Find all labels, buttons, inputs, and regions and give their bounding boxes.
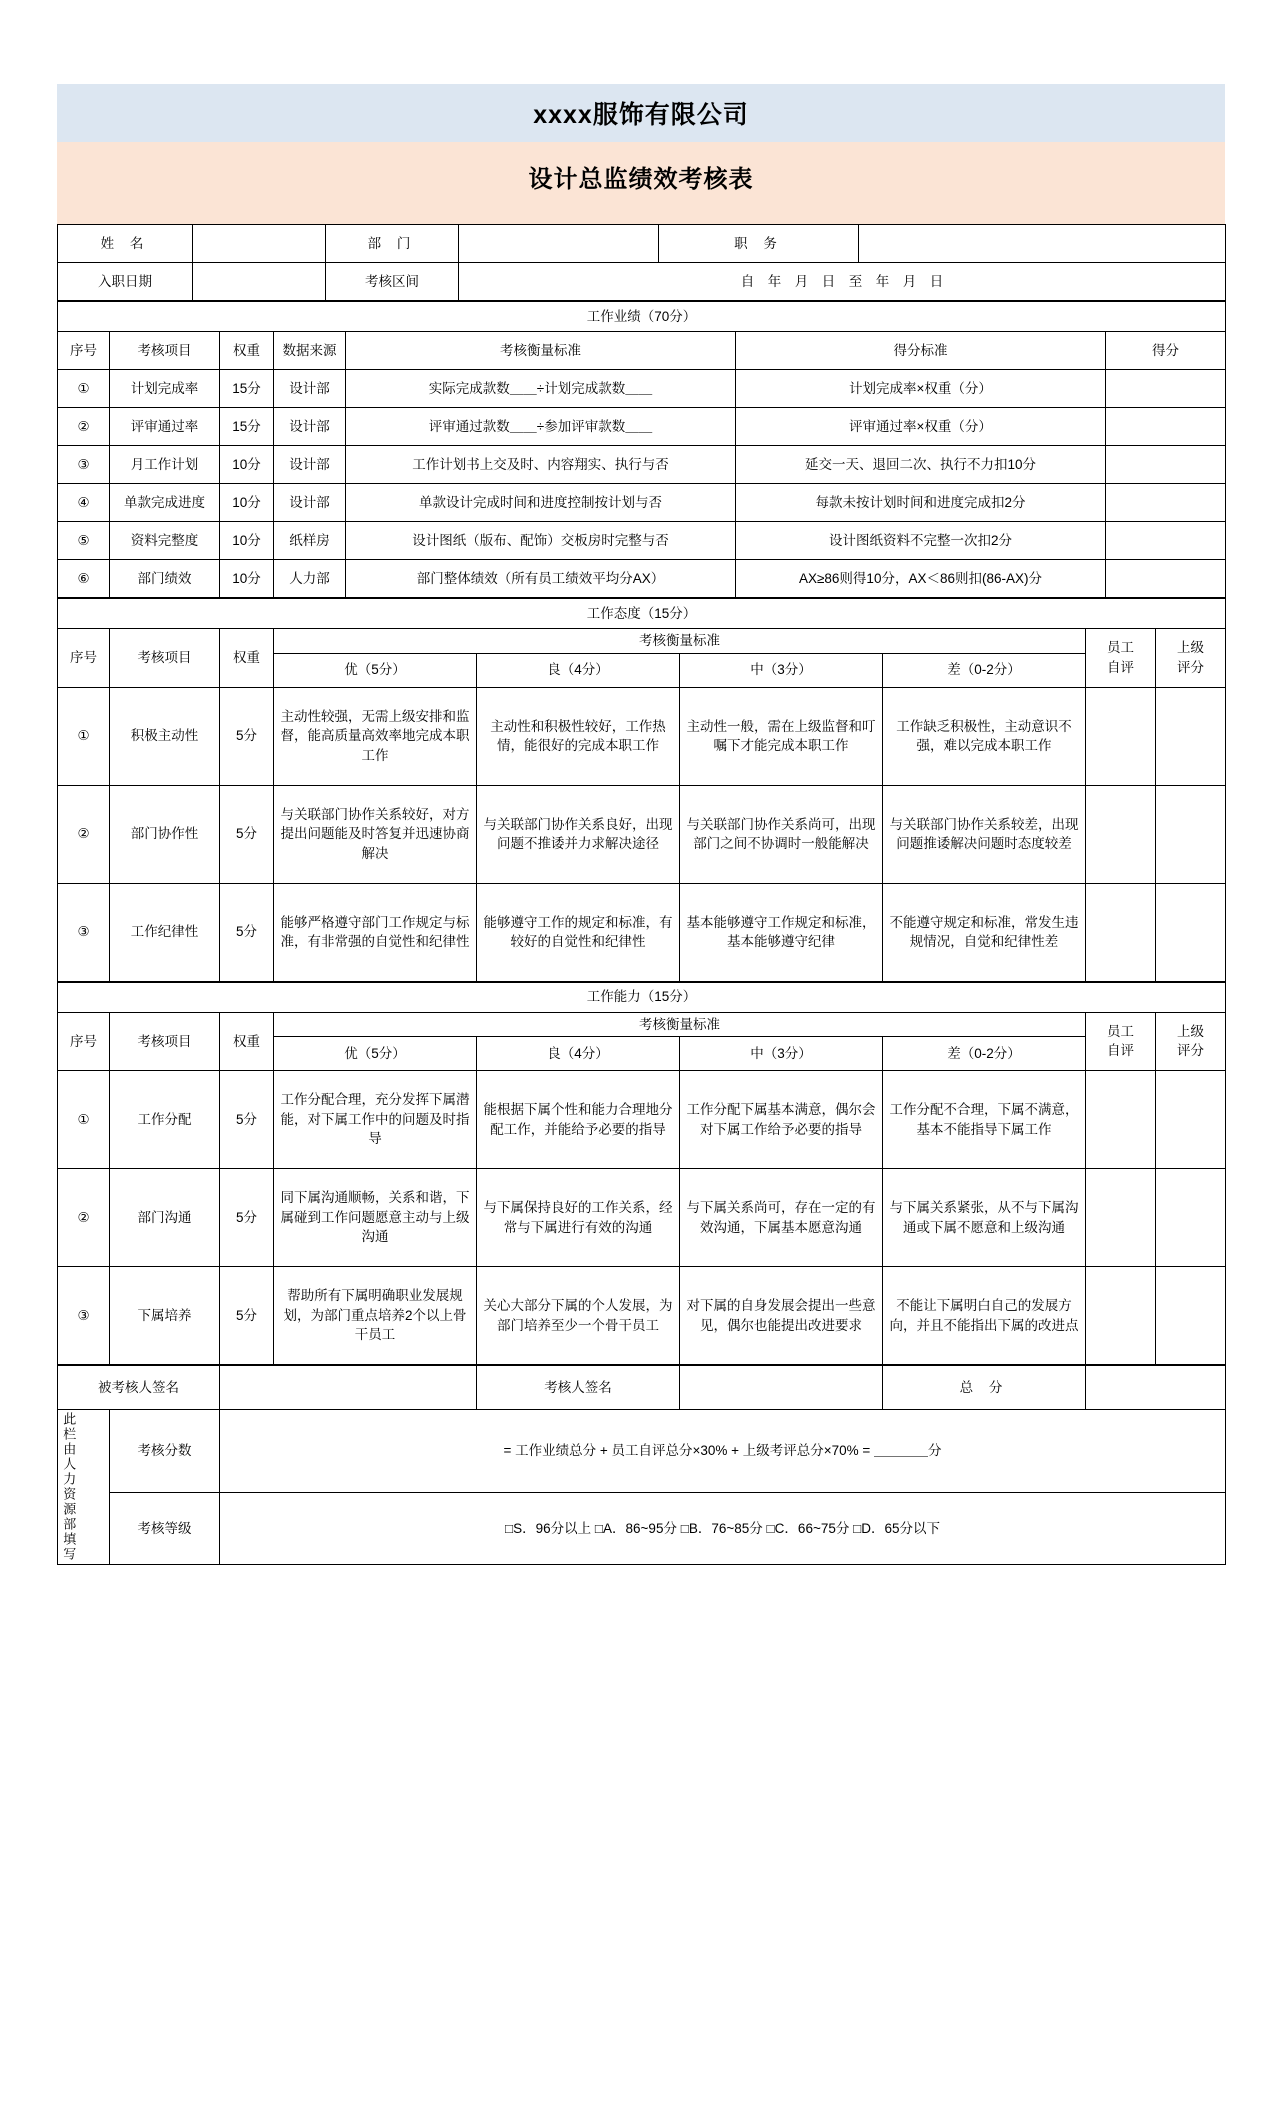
assessee-signature-input[interactable] bbox=[220, 1366, 477, 1410]
total-score-label: 总 分 bbox=[883, 1366, 1086, 1410]
col-supervisor-score: 上级 评分 bbox=[1156, 629, 1226, 688]
col-score-rule: 得分标准 bbox=[736, 332, 1106, 370]
position-input[interactable] bbox=[859, 225, 1226, 263]
col-source: 数据来源 bbox=[274, 332, 346, 370]
row-no: ① bbox=[58, 687, 110, 785]
row-score-rule: 评审通过率×权重（分） bbox=[736, 408, 1106, 446]
table-row bbox=[58, 408, 1226, 446]
row-no: ① bbox=[58, 1071, 110, 1169]
row-standard: 单款设计完成时间和进度控制按计划与否 bbox=[346, 484, 736, 522]
form-title: 设计总监绩效考核表 bbox=[528, 166, 754, 193]
row-source: 纸样房 bbox=[274, 522, 346, 560]
row-self-score-input[interactable] bbox=[1086, 883, 1156, 981]
row-fair: 与关联部门协作关系尚可，出现部门之间不协调时一般能解决 bbox=[680, 785, 883, 883]
col-no: 序号 bbox=[58, 1012, 110, 1071]
col-standard: 考核衡量标准 bbox=[274, 629, 1086, 654]
table-row bbox=[58, 1267, 1226, 1365]
row-excellent: 同下属沟通顺畅，关系和谐，下属碰到工作问题愿意主动与上级沟通 bbox=[274, 1169, 477, 1267]
grade-row bbox=[58, 1493, 1226, 1565]
row-weight: 5分 bbox=[220, 883, 274, 981]
assessor-signature-input[interactable] bbox=[680, 1366, 883, 1410]
assessor-signature-label: 考核人签名 bbox=[477, 1366, 680, 1410]
row-weight: 15分 bbox=[220, 370, 274, 408]
level-excellent: 优（5分） bbox=[274, 1037, 477, 1071]
row-no: ① bbox=[58, 370, 110, 408]
row-good: 与关联部门协作关系良好，出现问题不推诿并力求解决途径 bbox=[477, 785, 680, 883]
company-name-banner bbox=[57, 84, 1225, 142]
row-item: 部门绩效 bbox=[110, 560, 220, 598]
row-good: 能根据下属个性和能力合理地分配工作，并能给予必要的指导 bbox=[477, 1071, 680, 1169]
row-supervisor-score-input[interactable] bbox=[1156, 1267, 1226, 1365]
row-score-input[interactable] bbox=[1106, 408, 1226, 446]
row-self-score-input[interactable] bbox=[1086, 1169, 1156, 1267]
form-sheet bbox=[57, 84, 1225, 1565]
level-good: 良（4分） bbox=[477, 1037, 680, 1071]
hire-date-input[interactable] bbox=[193, 263, 326, 301]
work-performance-table bbox=[57, 301, 1226, 598]
position-label: 职 务 bbox=[659, 225, 859, 263]
row-excellent: 主动性较强，无需上级安排和监督，能高质量高效率地完成本职工作 bbox=[274, 687, 477, 785]
col-self-score: 员工 自评 bbox=[1086, 1012, 1156, 1071]
total-score-input[interactable] bbox=[1086, 1366, 1226, 1410]
table-row bbox=[58, 263, 1226, 301]
row-good: 能够遵守工作的规定和标准，有较好的自觉性和纪律性 bbox=[477, 883, 680, 981]
row-no: ② bbox=[58, 785, 110, 883]
row-item: 部门协作性 bbox=[110, 785, 220, 883]
row-weight: 5分 bbox=[220, 687, 274, 785]
row-item: 工作纪律性 bbox=[110, 883, 220, 981]
section-title-attitude: 工作态度（15分） bbox=[58, 599, 1226, 629]
row-standard: 部门整体绩效（所有员工绩效平均分AX） bbox=[346, 560, 736, 598]
section-header-attitude bbox=[58, 599, 1226, 629]
row-poor: 不能遵守规定和标准，常发生违规情况，自觉和纪律性差 bbox=[883, 883, 1086, 981]
row-standard: 工作计划书上交及时、内容翔实、执行与否 bbox=[346, 446, 736, 484]
row-weight: 5分 bbox=[220, 785, 274, 883]
work-ability-table bbox=[57, 982, 1226, 1366]
department-label: 部 门 bbox=[326, 225, 459, 263]
row-score-input[interactable] bbox=[1106, 484, 1226, 522]
section-title-performance: 工作业绩（70分） bbox=[58, 302, 1226, 332]
table-header-row bbox=[58, 1012, 1226, 1037]
row-item: 单款完成进度 bbox=[110, 484, 220, 522]
row-item: 工作分配 bbox=[110, 1071, 220, 1169]
row-source: 设计部 bbox=[274, 484, 346, 522]
section-header-performance bbox=[58, 302, 1226, 332]
col-self-score: 员工 自评 bbox=[1086, 629, 1156, 688]
table-row bbox=[58, 446, 1226, 484]
row-supervisor-score-input[interactable] bbox=[1156, 883, 1226, 981]
row-item: 下属培养 bbox=[110, 1267, 220, 1365]
row-weight: 10分 bbox=[220, 484, 274, 522]
grade-options[interactable]: □S．96分以上 □A．86~95分 □B．76~85分 □C．66~75分 □D．65分以下 bbox=[220, 1493, 1226, 1565]
row-fair: 工作分配下属基本满意，偶尔会对下属工作给予必要的指导 bbox=[680, 1071, 883, 1169]
table-row bbox=[58, 484, 1226, 522]
work-attitude-table bbox=[57, 598, 1226, 982]
assessee-signature-label: 被考核人签名 bbox=[58, 1366, 220, 1410]
col-item: 考核项目 bbox=[110, 1012, 220, 1071]
row-score-rule: AX≥86则得10分，AX＜86则扣(86-AX)分 bbox=[736, 560, 1106, 598]
section-title-ability: 工作能力（15分） bbox=[58, 982, 1226, 1012]
col-item: 考核项目 bbox=[110, 332, 220, 370]
score-formula-row bbox=[58, 1410, 1226, 1493]
row-poor: 不能让下属明白自己的发展方向，并且不能指出下属的改进点 bbox=[883, 1267, 1086, 1365]
table-row bbox=[58, 785, 1226, 883]
grade-label: 考核等级 bbox=[110, 1493, 220, 1565]
row-no: ② bbox=[58, 408, 110, 446]
row-weight: 10分 bbox=[220, 560, 274, 598]
level-fair: 中（3分） bbox=[680, 1037, 883, 1071]
row-no: ⑤ bbox=[58, 522, 110, 560]
table-row bbox=[58, 560, 1226, 598]
row-score-input[interactable] bbox=[1106, 522, 1226, 560]
row-self-score-input[interactable] bbox=[1086, 1071, 1156, 1169]
footer-table bbox=[57, 1365, 1226, 1565]
level-poor: 差（0-2分） bbox=[883, 1037, 1086, 1071]
row-weight: 5分 bbox=[220, 1169, 274, 1267]
row-excellent: 能够严格遵守部门工作规定与标准，有非常强的自觉性和纪律性 bbox=[274, 883, 477, 981]
table-row bbox=[58, 370, 1226, 408]
row-no: ③ bbox=[58, 883, 110, 981]
row-standard: 设计图纸（版布、配饰）交板房时完整与否 bbox=[346, 522, 736, 560]
row-supervisor-score-input[interactable] bbox=[1156, 1071, 1226, 1169]
row-item: 计划完成率 bbox=[110, 370, 220, 408]
col-item: 考核项目 bbox=[110, 629, 220, 688]
col-weight: 权重 bbox=[220, 332, 274, 370]
col-supervisor-score: 上级 评分 bbox=[1156, 1012, 1226, 1071]
row-item: 资料完整度 bbox=[110, 522, 220, 560]
table-row bbox=[58, 225, 1226, 263]
review-period-input[interactable]: 自 年 月 日 至 年 月 日 bbox=[459, 263, 1226, 301]
row-weight: 5分 bbox=[220, 1071, 274, 1169]
level-excellent: 优（5分） bbox=[274, 653, 477, 687]
row-excellent: 与关联部门协作关系较好，对方提出问题能及时答复并迅速协商解决 bbox=[274, 785, 477, 883]
table-row bbox=[58, 522, 1226, 560]
table-header-row bbox=[58, 629, 1226, 654]
name-input[interactable] bbox=[193, 225, 326, 263]
level-fair: 中（3分） bbox=[680, 653, 883, 687]
row-score-rule: 每款未按计划时间和进度完成扣2分 bbox=[736, 484, 1106, 522]
row-item: 部门沟通 bbox=[110, 1169, 220, 1267]
row-standard: 评审通过款数＿＿÷参加评审款数＿＿ bbox=[346, 408, 736, 446]
department-input[interactable] bbox=[459, 225, 659, 263]
row-poor: 与下属关系紧张，从不与下属沟通或下属不愿意和上级沟通 bbox=[883, 1169, 1086, 1267]
row-weight: 15分 bbox=[220, 408, 274, 446]
row-poor: 工作分配不合理，下属不满意，基本不能指导下属工作 bbox=[883, 1071, 1086, 1169]
row-excellent: 帮助所有下属明确职业发展规划，为部门重点培养2个以上骨干员工 bbox=[274, 1267, 477, 1365]
row-fair: 基本能够遵守工作规定和标准，基本能够遵守纪律 bbox=[680, 883, 883, 981]
row-self-score-input[interactable] bbox=[1086, 785, 1156, 883]
row-source: 设计部 bbox=[274, 408, 346, 446]
col-score: 得分 bbox=[1106, 332, 1226, 370]
col-weight: 权重 bbox=[220, 1012, 274, 1071]
employee-info-table bbox=[57, 224, 1226, 301]
company-name: xxxx服饰有限公司 bbox=[533, 101, 749, 129]
table-row bbox=[58, 1169, 1226, 1267]
level-good: 良（4分） bbox=[477, 653, 680, 687]
col-standard: 考核衡量标准 bbox=[274, 1012, 1086, 1037]
row-weight: 10分 bbox=[220, 446, 274, 484]
level-poor: 差（0-2分） bbox=[883, 653, 1086, 687]
form-title-banner bbox=[57, 142, 1225, 224]
row-excellent: 工作分配合理，充分发挥下属潜能，对下属工作中的问题及时指导 bbox=[274, 1071, 477, 1169]
row-supervisor-score-input[interactable] bbox=[1156, 687, 1226, 785]
section-header-ability bbox=[58, 982, 1226, 1012]
row-self-score-input[interactable] bbox=[1086, 687, 1156, 785]
col-no: 序号 bbox=[58, 629, 110, 688]
row-no: ④ bbox=[58, 484, 110, 522]
row-fair: 主动性一般，需在上级监督和叮嘱下才能完成本职工作 bbox=[680, 687, 883, 785]
hire-date-label: 入职日期 bbox=[58, 263, 193, 301]
col-no: 序号 bbox=[58, 332, 110, 370]
row-source: 设计部 bbox=[274, 370, 346, 408]
row-weight: 10分 bbox=[220, 522, 274, 560]
row-fair: 与下属关系尚可，存在一定的有效沟通，下属基本愿意沟通 bbox=[680, 1169, 883, 1267]
row-score-input[interactable] bbox=[1106, 370, 1226, 408]
table-row bbox=[58, 883, 1226, 981]
row-weight: 5分 bbox=[220, 1267, 274, 1365]
name-label: 姓 名 bbox=[58, 225, 193, 263]
row-poor: 工作缺乏积极性，主动意识不强，难以完成本职工作 bbox=[883, 687, 1086, 785]
row-standard: 实际完成款数＿＿÷计划完成款数＿＿ bbox=[346, 370, 736, 408]
row-good: 主动性和积极性较好，工作热情，能很好的完成本职工作 bbox=[477, 687, 680, 785]
col-standard: 考核衡量标准 bbox=[346, 332, 736, 370]
row-good: 关心大部分下属的个人发展，为部门培养至少一个骨干员工 bbox=[477, 1267, 680, 1365]
signature-row bbox=[58, 1366, 1226, 1410]
row-no: ② bbox=[58, 1169, 110, 1267]
row-score-rule: 设计图纸资料不完整一次扣2分 bbox=[736, 522, 1106, 560]
row-score-input[interactable] bbox=[1106, 446, 1226, 484]
row-supervisor-score-input[interactable] bbox=[1156, 1169, 1226, 1267]
row-supervisor-score-input[interactable] bbox=[1156, 785, 1226, 883]
col-weight: 权重 bbox=[220, 629, 274, 688]
row-no: ⑥ bbox=[58, 560, 110, 598]
hr-section-vertical-label: 此栏由人力资源部填写 bbox=[58, 1410, 110, 1565]
row-poor: 与关联部门协作关系较差，出现问题推诿解决问题时态度较差 bbox=[883, 785, 1086, 883]
row-source: 设计部 bbox=[274, 446, 346, 484]
review-period-label: 考核区间 bbox=[326, 263, 459, 301]
row-item: 积极主动性 bbox=[110, 687, 220, 785]
row-no: ③ bbox=[58, 1267, 110, 1365]
row-fair: 对下属的自身发展会提出一些意见，偶尔也能提出改进要求 bbox=[680, 1267, 883, 1365]
row-no: ③ bbox=[58, 446, 110, 484]
table-row bbox=[58, 1071, 1226, 1169]
row-self-score-input[interactable] bbox=[1086, 1267, 1156, 1365]
row-item: 月工作计划 bbox=[110, 446, 220, 484]
table-row bbox=[58, 687, 1226, 785]
table-header-row bbox=[58, 332, 1226, 370]
row-item: 评审通过率 bbox=[110, 408, 220, 446]
row-good: 与下属保持良好的工作关系，经常与下属进行有效的沟通 bbox=[477, 1169, 680, 1267]
row-score-input[interactable] bbox=[1106, 560, 1226, 598]
score-formula: = 工作业绩总分 + 员工自评总分×30% + 上级考评总分×70% = ＿＿＿＿分 bbox=[220, 1410, 1226, 1493]
score-label: 考核分数 bbox=[110, 1410, 220, 1493]
row-source: 人力部 bbox=[274, 560, 346, 598]
row-score-rule: 延交一天、退回二次、执行不力扣10分 bbox=[736, 446, 1106, 484]
row-score-rule: 计划完成率×权重（分） bbox=[736, 370, 1106, 408]
